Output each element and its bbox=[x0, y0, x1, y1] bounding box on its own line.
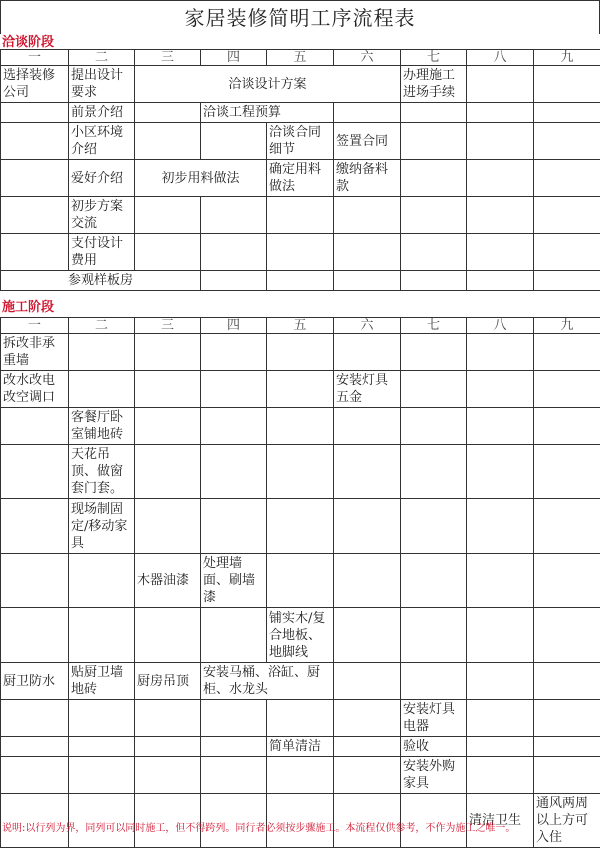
cell-furnish: 安装外购家具 bbox=[401, 757, 467, 794]
table-row bbox=[1, 445, 600, 499]
cell-tiles: 客餐厅卧室铺地砖 bbox=[69, 408, 135, 445]
table-row bbox=[1, 197, 600, 234]
cell-hobby: 爱好介绍 bbox=[69, 160, 135, 197]
construction-header-row bbox=[1, 318, 600, 334]
construction-table bbox=[0, 317, 600, 848]
col-header-4: 四 bbox=[201, 318, 267, 334]
cell-furniture: 现场制固定/移动家具 bbox=[69, 499, 135, 554]
col-header-5: 五 bbox=[267, 318, 334, 334]
cell-kitchen-ceiling: 厨房吊顶 bbox=[135, 663, 201, 700]
table-row bbox=[1, 499, 600, 554]
cell-appliances: 安装灯具电器 bbox=[401, 700, 467, 737]
cell-sanitation: 清洁卫生 bbox=[467, 794, 534, 848]
negotiation-header-row bbox=[1, 50, 600, 66]
cell-floor: 铺实木/复合地板、地脚线 bbox=[267, 608, 334, 663]
col-header-3: 三 bbox=[135, 50, 201, 66]
table-row bbox=[1, 123, 600, 160]
cell-ventilate: 通风两周以上方可入住 bbox=[534, 794, 600, 848]
cell-budget: 洽谈工程预算 bbox=[201, 103, 334, 123]
cell-pay-materials: 缴纳备料款 bbox=[334, 160, 401, 197]
cell-confirm-materials: 确定用料做法 bbox=[267, 160, 334, 197]
col-header-6: 六 bbox=[334, 318, 401, 334]
table-row bbox=[1, 234, 600, 271]
table-row bbox=[1, 663, 600, 700]
cell-plumbing: 改水改电改空调口 bbox=[1, 371, 69, 408]
cell-bath-tiles: 贴厨卫墙地砖 bbox=[69, 663, 135, 700]
col-header-8: 八 bbox=[467, 50, 534, 66]
negotiation-section-label: 洽谈阶段 bbox=[2, 35, 55, 50]
page-title: 家居装修简明工序流程表 bbox=[0, 0, 600, 34]
table-row bbox=[1, 160, 600, 197]
cell-ceiling: 天花吊顶、做窗套门套。 bbox=[69, 445, 135, 499]
cell-accept: 验收 bbox=[401, 737, 467, 757]
col-header-3: 三 bbox=[135, 318, 201, 334]
table-row bbox=[1, 700, 600, 737]
col-header-2: 二 bbox=[69, 50, 135, 66]
table-row bbox=[1, 66, 600, 103]
table-row bbox=[1, 271, 600, 291]
cell-visit-model: 参观样板房 bbox=[1, 271, 201, 291]
col-header-5: 五 bbox=[267, 50, 334, 66]
table-row bbox=[1, 554, 600, 608]
cell-materials: 初步用料做法 bbox=[135, 160, 267, 197]
table-row bbox=[1, 334, 600, 371]
cell-wall-paint: 处理墙面、刷墙漆 bbox=[201, 554, 267, 608]
col-header-6: 六 bbox=[334, 50, 401, 66]
table-row bbox=[1, 608, 600, 663]
table-row bbox=[1, 737, 600, 757]
cell-waterproof: 厨卫防水 bbox=[1, 663, 69, 700]
cell-pay-fee: 支付设计费用 bbox=[69, 234, 135, 271]
col-header-8: 八 bbox=[467, 318, 534, 334]
col-header-2: 二 bbox=[69, 318, 135, 334]
negotiation-table bbox=[0, 49, 600, 291]
table-row bbox=[1, 103, 600, 123]
cell-submit-req: 提出设计要求 bbox=[69, 66, 135, 103]
table-row bbox=[1, 757, 600, 794]
cell-community: 小区环境介绍 bbox=[69, 123, 135, 160]
table-row bbox=[1, 794, 600, 848]
col-header-9: 九 bbox=[534, 318, 600, 334]
table-row bbox=[1, 371, 600, 408]
cell-contract-detail: 洽谈合同细节 bbox=[267, 123, 334, 160]
cell-prospect: 前景介绍 bbox=[69, 103, 135, 123]
col-header-7: 七 bbox=[401, 318, 467, 334]
cell-construction-proc: 办理施工进场手续 bbox=[401, 66, 467, 103]
cell-design-plan: 洽谈设计方案 bbox=[135, 66, 401, 103]
construction-section-label: 施工阶段 bbox=[2, 300, 55, 315]
col-header-1: 一 bbox=[1, 50, 69, 66]
footnote: 说明:以行列为界，同列可以同时施工，但不得跨列。同行者必须按步骤施工。本流程仅供参考，不作为施工之唯一。 bbox=[2, 823, 516, 834]
cell-initial-plan: 初步方案交流 bbox=[69, 197, 135, 234]
cell-demolish: 拆改非承重墙 bbox=[1, 334, 69, 371]
cell-fixtures: 安装马桶、浴缸、厨柜、水龙头 bbox=[201, 663, 334, 700]
cell-sign-contract: 签置合同 bbox=[334, 123, 401, 160]
col-header-9: 九 bbox=[534, 50, 600, 66]
cell-lamps-hw: 安装灯具五金 bbox=[334, 371, 401, 408]
col-header-4: 四 bbox=[201, 50, 267, 66]
cell-choose-company: 选择装修公司 bbox=[1, 66, 69, 103]
col-header-1: 一 bbox=[1, 318, 69, 334]
cell-wood-paint: 木器油漆 bbox=[135, 554, 201, 608]
table-row bbox=[1, 408, 600, 445]
col-header-7: 七 bbox=[401, 50, 467, 66]
cell-clean: 简单清洁 bbox=[267, 737, 334, 757]
